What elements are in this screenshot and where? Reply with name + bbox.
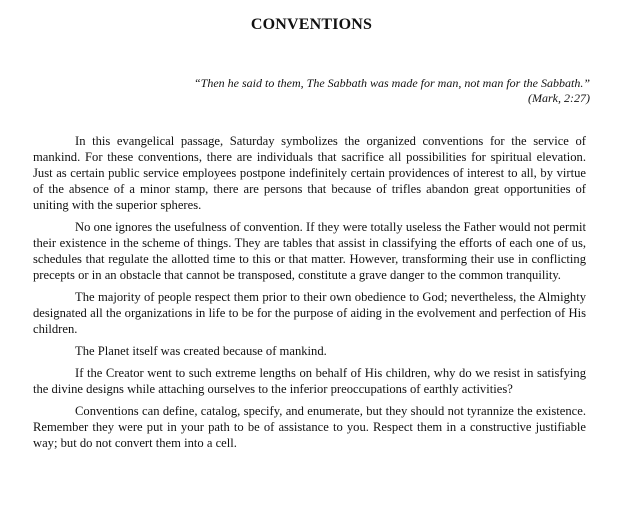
paragraph: If the Creator went to such extreme lengths on behalf of His children, why do we resist in satisfying the divine designs while attaching ourselves to the inferior preoccupations of earthly activities? (33, 366, 586, 396)
paragraph: The majority of people respect them prior to their own obedience to God; nevertheless, the Almighty designated all the organizations in life to be for the purpose of aiding in the evolvement and perfection of His children. (33, 290, 586, 336)
epigraph (70, 76, 590, 106)
epigraph-citation: (Mark, 2:27) (528, 91, 590, 105)
document-body (33, 133, 586, 457)
paragraph: In this evangelical passage, Saturday symbolizes the organized conventions for the service of mankind. For these conventions, there are individuals that sacrifice all possibilities for spiritual elevation. Just as certain public service employees postpone indefinitely certain providences of interest to all, by virtue of the absence of a minor stamp, there are persons that because of trifles abandon great opportunities of uniting with the superior spheres. (33, 134, 586, 212)
epigraph-quote: “Then he said to them, The Sabbath was made for man, not man for the Sabbath.” (193, 76, 590, 90)
paragraph: No one ignores the usefulness of convention. If they were totally useless the Father would not permit their existence in the scheme of things. They are tables that assist in classifying the efforts of each one of us, schedules that regulate the allotted time to this or that matter. However, transforming their use in conflicting precepts or in an obstacle that cannot be transposed, constitute a grave danger to the common tranquility. (33, 220, 586, 282)
paragraph: Conventions can define, catalog, specify, and enumerate, but they should not tyrannize the existence. Remember they were put in your path to be of assistance to you. Respect them in a constructive justifiable way; but do not convert them into a cell. (33, 404, 586, 450)
paragraph: The Planet itself was created because of mankind. (75, 344, 327, 358)
page-title: CONVENTIONS (250, 16, 373, 33)
